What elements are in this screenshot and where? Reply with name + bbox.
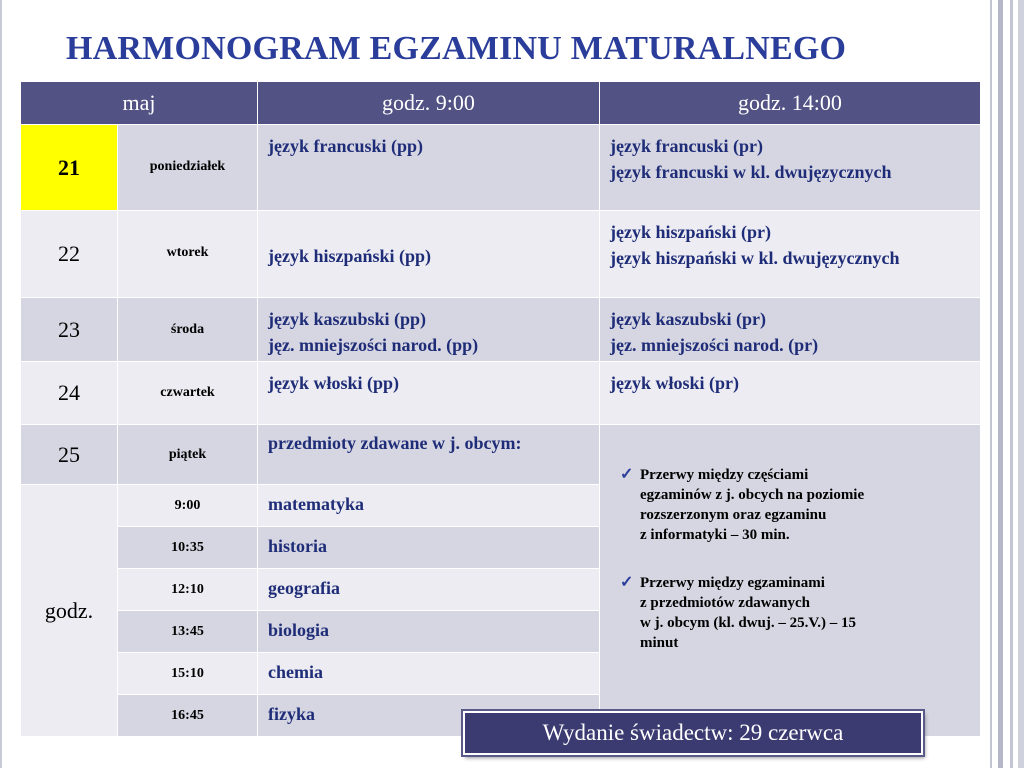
day-row: [21, 425, 981, 485]
day-row: [21, 298, 981, 362]
day-number: 25: [21, 425, 118, 485]
exam-item: przedmioty zdawane w j. obcym:: [268, 433, 522, 453]
day-name: czwartek: [118, 362, 258, 425]
slot-time: 10:35: [118, 527, 258, 569]
afternoon-exams: [600, 298, 981, 362]
header-month: maj: [21, 82, 258, 125]
exam-item: jęz. mniejszości narod. (pr): [610, 335, 819, 355]
slot-time: 16:45: [118, 695, 258, 737]
slot-subject: historia: [258, 527, 600, 569]
day-name: piątek: [118, 425, 258, 485]
left-frame-line: [0, 0, 2, 768]
right-frame-decoration: [986, 0, 1024, 768]
day-row: [21, 125, 981, 211]
day-row: [21, 211, 981, 298]
page-title: HARMONOGRAM EGZAMINU MATURALNEGO: [66, 30, 847, 67]
morning-exams: [258, 362, 600, 425]
header-afternoon: godz. 14:00: [600, 82, 981, 125]
day-number: 22: [21, 211, 118, 298]
slot-subject: biologia: [258, 611, 600, 653]
checkmark-icon: ✓: [620, 574, 634, 591]
certificate-issue-box: Wydanie świadectw: 29 czerwca: [463, 711, 923, 755]
slot-subject: chemia: [258, 653, 600, 695]
checkmark-icon: ✓: [620, 466, 634, 483]
afternoon-exams: [600, 362, 981, 425]
slot-subject: geografia: [258, 569, 600, 611]
exam-item: język włoski (pr): [610, 373, 739, 393]
exam-item: język hiszpański (pr): [610, 222, 772, 242]
note-item: ✓ Przerwy między egzaminami z przedmiotów zdawanych w j. obcym (kl. dwuj. – 25.V.) – 15 minut: [620, 574, 856, 651]
day-number: 23: [21, 298, 118, 362]
slot-subject: matematyka: [258, 485, 600, 527]
header-morning: godz. 9:00: [258, 82, 600, 125]
exam-item: jęz. mniejszości narod. (pp): [268, 335, 479, 355]
exam-item: język francuski w kl. dwujęzycznych: [610, 162, 892, 182]
schedule-table: [20, 81, 981, 737]
day-name: poniedziałek: [118, 125, 258, 211]
breaks-notes: [600, 425, 981, 737]
morning-exams: [258, 298, 600, 362]
slot-time: 13:45: [118, 611, 258, 653]
slot-time: 9:00: [118, 485, 258, 527]
morning-exams: [258, 425, 600, 485]
exam-item: język kaszubski (pp): [268, 309, 427, 329]
exam-item: język francuski (pp): [268, 136, 424, 156]
afternoon-exams: [600, 211, 981, 298]
exam-item: język hiszpański w kl. dwujęzycznych: [610, 248, 900, 268]
day-name: wtorek: [118, 211, 258, 298]
slot-subject: fizyka: [258, 695, 600, 737]
morning-exams: [258, 125, 600, 211]
day-number: 21: [21, 125, 118, 211]
exam-item: język francuski (pr): [610, 136, 763, 156]
slot-time: 15:10: [118, 653, 258, 695]
day-name: środa: [118, 298, 258, 362]
exam-item: język włoski (pp): [268, 373, 400, 393]
exam-item: język hiszpański (pp): [268, 246, 432, 266]
exam-item: język kaszubski (pr): [610, 309, 767, 329]
day-row: [21, 362, 981, 425]
header-row: [21, 82, 981, 125]
hours-label: godz.: [21, 485, 118, 737]
note-item: ✓ Przerwy między częściami egzaminów z j. obcych na poziomie rozszerzonym oraz egzaminu z informatyki – 30 min.: [620, 466, 865, 543]
day-number: 24: [21, 362, 118, 425]
afternoon-exams: [600, 125, 981, 211]
morning-exams: [258, 211, 600, 298]
slot-time: 12:10: [118, 569, 258, 611]
